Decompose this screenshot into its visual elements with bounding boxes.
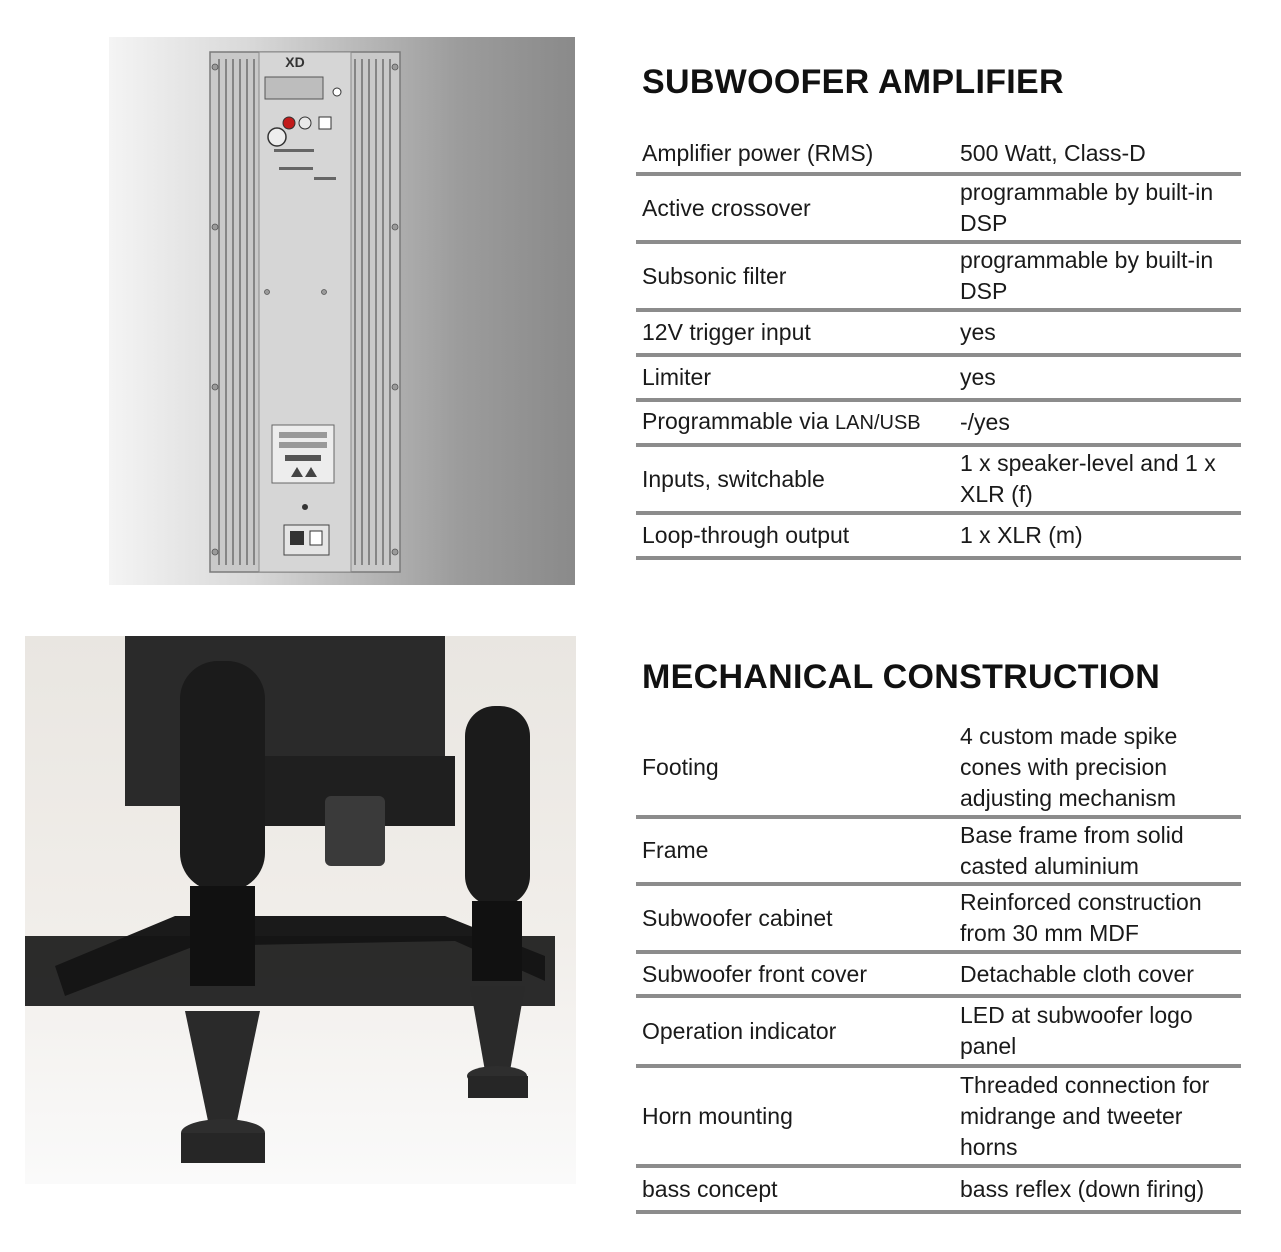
spec-label: Operation indicator	[642, 1017, 837, 1044]
spec-value: 1 x speaker-level and 1 x XLR (f)	[960, 450, 1216, 507]
spec-label: Footing	[642, 753, 719, 780]
spec-label: Subwoofer front cover	[642, 960, 868, 987]
subwoofer-stand-photo	[25, 636, 576, 1184]
spec-value: 4 custom made spike cones with precision adjusting mechanism	[960, 722, 1178, 811]
amp-logo: XD	[285, 54, 305, 70]
spec-value: Base frame from solid casted aluminium	[960, 821, 1184, 879]
spec-row-loop-through	[636, 515, 1241, 560]
spec-label: Subwoofer cabinet	[642, 904, 833, 931]
spec-label: Active crossover	[642, 194, 811, 221]
spec-value: -/yes	[960, 409, 1010, 435]
spec-label: bass concept	[642, 1175, 778, 1202]
spec-label	[636, 406, 960, 439]
spec-row-bass-concept	[636, 1168, 1241, 1214]
spec-value: programmable by built-in DSP	[960, 247, 1214, 304]
amplifier-section-title: SUBWOOFER AMPLIFIER	[642, 63, 1064, 101]
amplifier-spec-table	[636, 134, 1241, 560]
amplifier-panel-photo	[109, 37, 575, 585]
spec-value: programmable by built-in DSP	[960, 179, 1214, 236]
spec-row-active-crossover	[636, 176, 1241, 244]
spec-label: Limiter	[642, 364, 712, 390]
spec-value: yes	[960, 364, 996, 390]
subwoofer-stand-illustration	[25, 636, 576, 1184]
mechanical-section-title: MECHANICAL CONSTRUCTION	[642, 658, 1161, 696]
spec-row-front-cover	[636, 954, 1241, 998]
spec-label: Loop-through output	[642, 522, 850, 548]
spec-label: Horn mounting	[642, 1102, 793, 1129]
spec-row-programmable	[636, 402, 1241, 447]
spec-value: 500 Watt, Class-D	[960, 139, 1146, 166]
spec-value: bass reflex (down firing)	[960, 1175, 1205, 1202]
spec-value: 1 x XLR (m)	[960, 522, 1083, 548]
amplifier-panel-illustration	[109, 37, 575, 585]
spec-value: Detachable cloth cover	[960, 960, 1194, 987]
spec-row-subsonic-filter	[636, 244, 1241, 312]
spec-row-amplifier-power	[636, 134, 1241, 176]
spec-row-frame	[636, 819, 1241, 886]
mechanical-spec-section	[636, 655, 1241, 1214]
spec-row-limiter	[636, 357, 1241, 402]
spec-label: 12V trigger input	[642, 319, 811, 345]
spec-label: Inputs, switchable	[642, 465, 825, 492]
spec-value: yes	[960, 319, 996, 345]
spec-row-operation-indicator	[636, 998, 1241, 1068]
spec-label-small: LAN/USB	[835, 412, 921, 434]
spec-row-trigger-input	[636, 312, 1241, 357]
spec-label: Subsonic filter	[642, 262, 787, 289]
spec-row-inputs	[636, 447, 1241, 515]
spec-value: Threaded connection for midrange and tweeter horns	[960, 1071, 1210, 1160]
spec-label: Amplifier power (RMS)	[642, 139, 874, 166]
amplifier-spec-section	[636, 60, 1241, 560]
spec-label-main: Programmable via	[642, 408, 836, 434]
mechanical-spec-table	[636, 719, 1241, 1214]
spec-row-horn-mounting	[636, 1068, 1241, 1168]
spec-value: Reinforced construction from 30 mm MDF	[960, 889, 1202, 946]
spec-value: LED at subwoofer logo panel	[960, 1002, 1193, 1059]
spec-label: Frame	[642, 837, 709, 863]
spec-row-cabinet	[636, 886, 1241, 954]
spec-row-footing	[636, 719, 1241, 819]
